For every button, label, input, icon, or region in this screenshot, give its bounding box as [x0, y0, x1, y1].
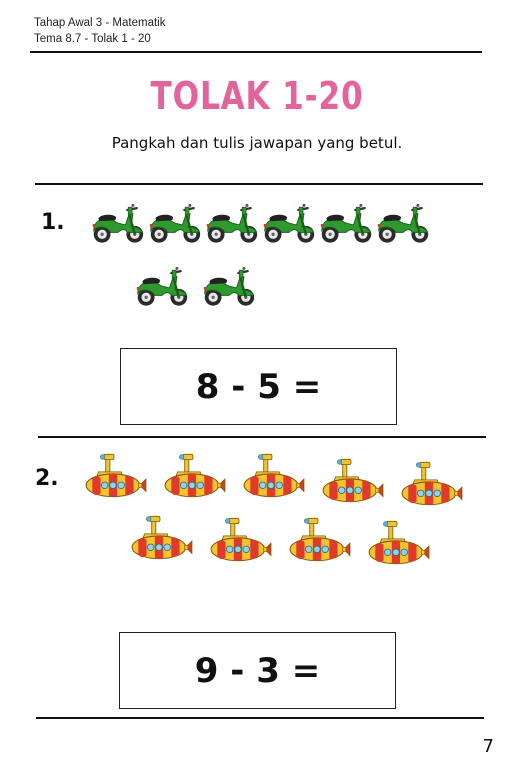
instruction-text: Pangkah dan tulis jawapan yang betul. — [111, 134, 403, 152]
motorcycle-icon[interactable] — [201, 262, 257, 312]
motorcycle-icon[interactable] — [318, 199, 374, 249]
submarine-icon[interactable] — [365, 518, 431, 568]
submarine-icon[interactable] — [82, 451, 148, 501]
page-number: 7 — [482, 736, 494, 757]
divider-bottom — [36, 717, 484, 719]
motorcycle-icon[interactable] — [147, 199, 203, 249]
submarine-icon[interactable] — [240, 451, 306, 501]
header-topic: Tema 8.7 - Tolak 1 - 20 — [34, 33, 151, 45]
motorcycle-icon[interactable] — [134, 262, 190, 312]
submarine-icon[interactable] — [319, 456, 385, 506]
submarine-icon[interactable] — [128, 513, 194, 563]
submarine-icon[interactable] — [398, 459, 464, 509]
submarine-icon[interactable] — [161, 451, 227, 501]
submarine-icon[interactable] — [286, 515, 352, 565]
equation-box[interactable]: 8 - 5 = — [120, 348, 397, 425]
motorcycle-icon[interactable] — [204, 199, 260, 249]
divider-middle — [38, 436, 486, 438]
submarine-icon[interactable] — [207, 515, 273, 565]
question-number: 1. — [41, 210, 65, 235]
header-divider — [30, 51, 482, 53]
divider-top — [35, 183, 483, 185]
page-title: TOLAK 1-20 — [150, 74, 364, 118]
motorcycle-icon[interactable] — [90, 199, 146, 249]
equation-box[interactable]: 9 - 3 = — [119, 632, 396, 709]
motorcycle-icon[interactable] — [261, 199, 317, 249]
motorcycle-icon[interactable] — [375, 199, 431, 249]
header-subject: Tahap Awal 3 - Matematik — [34, 17, 166, 29]
question-number: 2. — [35, 466, 59, 491]
